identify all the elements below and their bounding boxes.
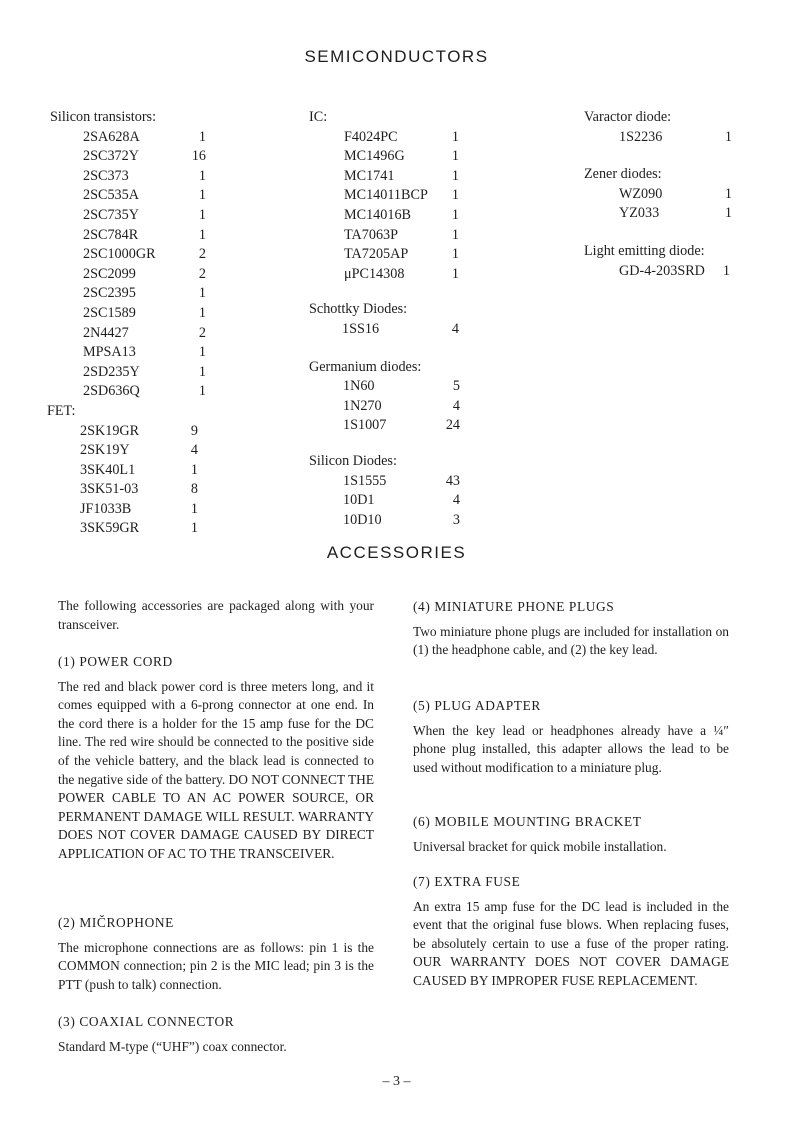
part-row — [50, 382, 250, 402]
part-row — [309, 397, 509, 417]
schottky-list — [309, 320, 509, 340]
germanium-label: Germanium diodes: — [309, 358, 422, 375]
part-row — [584, 204, 784, 224]
part-name: 2SK19GR — [80, 422, 140, 439]
transistor-column — [47, 108, 250, 539]
plug-adapter-heading: (5) PLUG ADAPTER — [413, 698, 541, 713]
mounting-bracket-text: Universal bracket for quick mobile installation. — [413, 838, 667, 854]
part-name: MC1496G — [344, 148, 405, 165]
microphone-text: The microphone connections are as follows: pin 1 is the COMMON connection; pin 2 is the MIC lead; pin 3 is the PTT (push to talk) connection. — [58, 939, 374, 992]
part-name: WZ090 — [619, 185, 663, 202]
part-name: 2SC373 — [83, 167, 129, 184]
part-row — [50, 128, 250, 148]
part-row — [50, 304, 250, 324]
part-row — [50, 324, 250, 344]
part-row — [50, 519, 250, 539]
part-quantity: 1 — [198, 383, 206, 400]
part-quantity: 24 — [445, 417, 460, 434]
part-name: 3SK51-03 — [80, 481, 139, 498]
part-quantity: 2 — [198, 246, 206, 263]
part-quantity: 1 — [198, 206, 206, 223]
part-quantity: 1 — [198, 363, 206, 380]
part-name: TA7205AP — [344, 246, 409, 263]
part-quantity: 1 — [190, 461, 198, 478]
part-row — [50, 226, 250, 246]
part-row — [309, 167, 509, 187]
part-quantity: 1 — [451, 128, 459, 145]
part-name: 2SC1589 — [83, 304, 136, 321]
power-cord-heading: (1) POWER CORD — [58, 654, 173, 669]
ic-list — [309, 128, 509, 285]
part-name: JF1033B — [80, 500, 132, 517]
part-row — [309, 491, 509, 511]
part-row — [584, 185, 784, 205]
phone-plugs-text: Two miniature phone plugs are included for installation on (1) the headphone cable, and (2) the key lead. — [413, 623, 729, 658]
part-quantity: 4 — [452, 397, 460, 414]
part-quantity: 1 — [451, 206, 459, 223]
part-name: MC1741 — [344, 167, 395, 184]
part-quantity: 1 — [198, 187, 206, 204]
varactor-label: Varactor diode: — [584, 109, 672, 125]
part-name: 2N4427 — [83, 324, 129, 341]
germanium-list — [309, 377, 509, 436]
part-quantity: 1 — [198, 167, 206, 184]
part-row — [309, 128, 509, 148]
part-name: 10D10 — [343, 511, 382, 528]
part-row — [50, 245, 250, 265]
part-name: 2SC2395 — [83, 285, 136, 302]
part-row — [50, 500, 250, 520]
diode-column-right — [584, 108, 784, 281]
part-name: 2SC2099 — [83, 265, 136, 282]
part-name: 2SC784R — [83, 226, 139, 243]
accessories-title: ACCESSORIES — [326, 543, 467, 562]
coaxial-text: Standard M-type (“UHF”) coax connector. — [58, 1038, 287, 1054]
part-quantity: 43 — [445, 472, 460, 489]
coaxial-heading: (3) COAXIAL CONNECTOR — [58, 1014, 235, 1029]
page-number: – 3 – — [382, 1074, 411, 1089]
silicon-diodes-label: Silicon Diodes: — [309, 452, 397, 469]
part-row — [309, 416, 509, 436]
part-name: 10D1 — [343, 492, 375, 509]
plug-adapter-section — [413, 697, 729, 777]
part-name: F4024PC — [344, 128, 398, 145]
part-name: YZ033 — [619, 205, 660, 222]
part-quantity: 1 — [198, 285, 206, 302]
part-quantity: 1 — [722, 262, 730, 279]
part-row — [50, 147, 250, 167]
extra-fuse-heading: (7) EXTRA FUSE — [413, 874, 521, 889]
part-name: TA7063P — [344, 226, 399, 243]
part-name: 3SK59GR — [80, 520, 140, 537]
part-quantity: 1 — [451, 246, 459, 263]
mounting-bracket-section — [413, 813, 729, 856]
part-quantity: 1 — [451, 148, 459, 165]
part-quantity: 1 — [198, 344, 206, 361]
led-label: Light emitting diode: — [584, 242, 705, 259]
part-name: MC14011BCP — [344, 187, 428, 204]
part-quantity: 1 — [190, 520, 198, 537]
power-cord-section — [58, 653, 374, 864]
part-row — [50, 186, 250, 206]
part-quantity: 1 — [198, 226, 206, 243]
part-row — [309, 511, 509, 531]
part-row — [309, 226, 509, 246]
part-quantity: 1 — [198, 304, 206, 321]
part-row — [50, 284, 250, 304]
part-name: MC14016B — [344, 206, 412, 223]
part-name: 1N60 — [343, 378, 375, 395]
extra-fuse-text: An extra 15 amp fuse for the DC lead is included in the event that the original fuse blows. When replacing fuses, be absolutely certain to use a fuse of the proper rating. OUR WARRANTY DOES NOT COVER DAMAGE CAUSED BY IMPROPER FUSE REPLACEMENT. — [413, 898, 729, 988]
part-quantity: 4 — [452, 492, 460, 509]
part-name: 2SC535A — [83, 187, 139, 204]
part-row — [584, 262, 784, 282]
phone-plugs-heading: (4) MINIATURE PHONE PLUGS — [413, 599, 615, 614]
part-row — [50, 167, 250, 187]
part-row — [50, 265, 250, 285]
schottky-label: Schottky Diodes: — [309, 301, 408, 318]
part-name: 1SS16 — [342, 320, 380, 337]
part-quantity: 4 — [190, 442, 198, 459]
part-name: 2SA628A — [83, 128, 140, 145]
ic-diode-column — [309, 108, 509, 530]
part-row — [584, 128, 784, 148]
part-name: 1S1555 — [343, 472, 387, 489]
part-quantity: 1 — [724, 128, 732, 145]
part-name: 2SC1000GR — [83, 246, 156, 263]
part-quantity: 5 — [452, 378, 460, 395]
silicon-transistors-label: Silicon transistors: — [50, 109, 157, 125]
part-row — [309, 186, 509, 206]
ic-label: IC: — [309, 109, 328, 125]
part-quantity: 1 — [724, 185, 732, 202]
zener-label: Zener diodes: — [584, 166, 662, 183]
part-row — [50, 363, 250, 383]
part-row — [50, 461, 250, 481]
silicon-diodes-list — [309, 472, 509, 531]
part-quantity: 1 — [451, 187, 459, 204]
part-name: 1S2236 — [619, 128, 663, 145]
part-quantity: 1 — [198, 128, 206, 145]
part-row — [309, 265, 509, 285]
silicon-transistors-list — [50, 128, 250, 402]
part-name: 2SD636Q — [83, 383, 140, 400]
part-quantity: 2 — [198, 265, 206, 282]
part-name: 2SD235Y — [83, 363, 140, 380]
part-row — [309, 245, 509, 265]
part-row — [309, 206, 509, 226]
extra-fuse-section — [413, 873, 729, 991]
part-quantity: 9 — [190, 422, 198, 439]
part-quantity: 1 — [451, 226, 459, 243]
coaxial-section — [58, 1013, 374, 1056]
part-name: 2SC735Y — [83, 206, 139, 223]
fet-list — [50, 422, 250, 540]
part-name: 2SK19Y — [80, 442, 130, 459]
accessories-intro — [58, 597, 374, 634]
part-name: μPC14308 — [344, 265, 405, 282]
mounting-bracket-heading: (6) MOBILE MOUNTING BRACKET — [413, 814, 642, 829]
part-name: 1S1007 — [343, 417, 387, 434]
part-name: MPSA13 — [83, 344, 136, 361]
part-quantity: 2 — [198, 324, 206, 341]
part-row — [50, 422, 250, 442]
power-cord-text: The red and black power cord is three meters long, and it comes equipped with a 6-prong connector at one end. In the cord there is a holder for the 15 amp fuse for the DC line. The red wire should be connected to the positive side of the vehicle battery, and the black lead is connected to the negative side of the battery. DO NOT CONNECT THE POWER CABLE TO AN AC POWER SOURCE, OR PERMANENT DAMAGE WILL RESULT. WARRANTY DOES NOT COVER DAMAGE CAUSED BY DIRECT APPLICATION OF AC TO THE TRANSCEIVER. — [58, 678, 374, 861]
part-quantity: 1 — [451, 167, 459, 184]
led-list — [584, 262, 784, 282]
part-row — [50, 441, 250, 461]
part-quantity: 8 — [190, 481, 198, 498]
part-row — [50, 480, 250, 500]
microphone-section — [58, 914, 374, 994]
part-quantity: 1 — [451, 265, 459, 282]
part-row — [50, 206, 250, 226]
intro-text: The following accessories are packaged along with your transceiver. — [58, 598, 374, 632]
part-name: 3SK40L1 — [80, 461, 136, 478]
microphone-heading: (2) MIČROPHONE — [58, 915, 174, 930]
part-row — [309, 147, 509, 167]
fet-label: FET: — [47, 402, 76, 419]
part-name: 1N270 — [343, 397, 382, 414]
varactor-list — [584, 128, 784, 148]
part-quantity: 4 — [451, 320, 459, 337]
phone-plugs-section — [413, 598, 729, 660]
part-quantity: 3 — [452, 511, 460, 528]
part-row — [309, 377, 509, 397]
part-quantity: 1 — [190, 500, 198, 517]
part-name: 2SC372Y — [83, 148, 139, 165]
part-row — [309, 472, 509, 492]
plug-adapter-text: When the key lead or headphones already have a ¼″ phone plug installed, this adapter allows the lead to be used without modification to a miniature plug. — [413, 722, 729, 775]
zener-list — [584, 185, 784, 224]
semiconductors-title: SEMICONDUCTORS — [304, 47, 489, 66]
part-quantity: 1 — [724, 205, 732, 222]
part-row — [309, 320, 509, 340]
part-quantity: 16 — [191, 148, 206, 165]
part-name: GD-4-203SRD — [619, 262, 705, 279]
part-row — [50, 343, 250, 363]
